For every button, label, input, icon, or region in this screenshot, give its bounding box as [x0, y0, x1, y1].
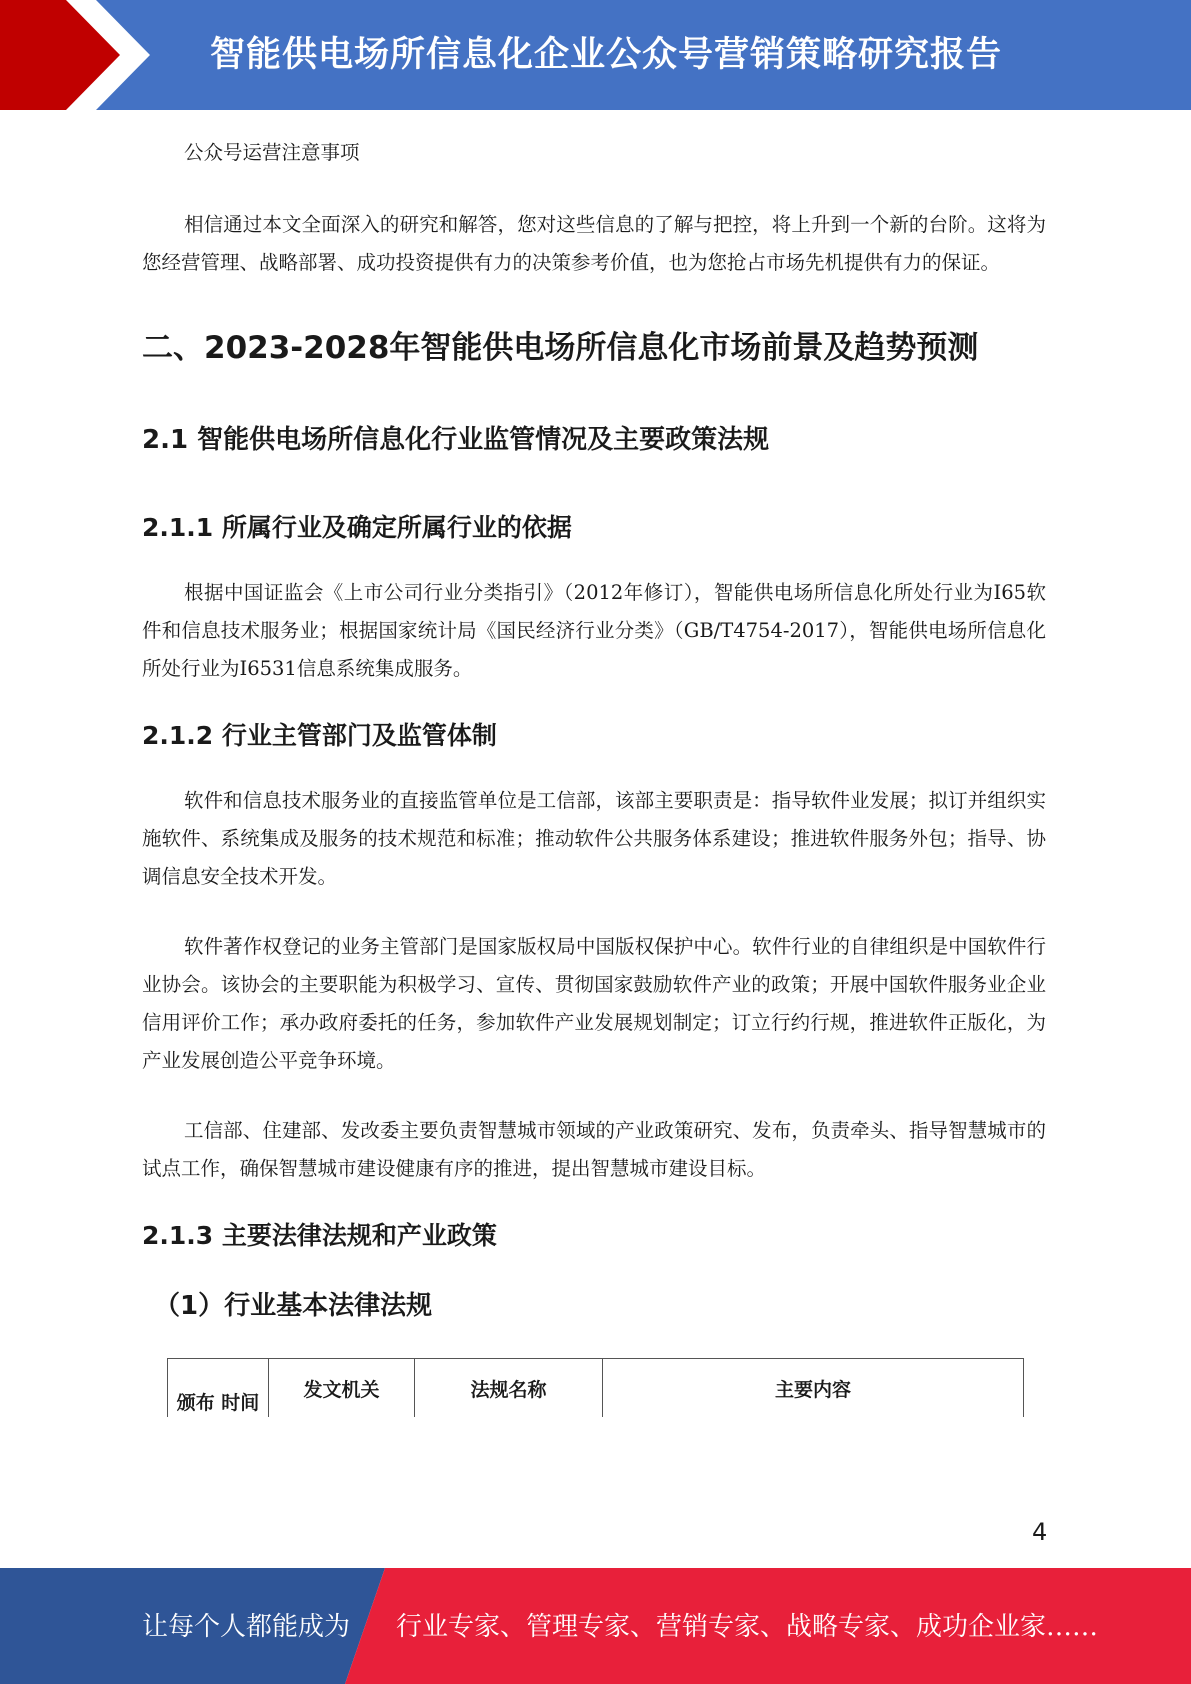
table-header-row — [168, 1359, 1024, 1418]
section-2-heading: 二、2023-2028年智能供电场所信息化市场前景及趋势预测 — [142, 330, 979, 366]
intro-line: 公众号运营注意事项 — [184, 141, 360, 164]
section-2-1-1-heading: 2.1.1 所属行业及确定所属行业的依据 — [142, 513, 572, 542]
table-header-content: 主要内容 — [603, 1359, 1024, 1418]
footer-slogan-right: 行业专家、管理专家、营销专家、战略专家、成功企业家…… — [396, 1612, 1099, 1642]
report-title: 智能供电场所信息化企业公众号营销策略研究报告 — [210, 35, 1003, 75]
section-2-1-2-heading: 2.1.2 行业主管部门及监管体制 — [142, 721, 497, 750]
section-2-1-2-paragraph-2: 软件著作权登记的业务主管部门是国家版权局中国版权保护中心。软件行业的自律组织是中国软件行业协会。该协会的主要职能为积极学习、宣传、贯彻国家鼓励软件产业的政策；开展中国软件服务业企业信用评价工作；承办政府委托的任务，参加软件产业发展规划制定；订立行约行规，推进软件正版化，为产业发展创造公平竞争环境。 — [142, 935, 1046, 1072]
table-header-regulation: 法规名称 — [415, 1359, 603, 1418]
section-2-1-3-heading: 2.1.3 主要法律法规和产业政策 — [142, 1221, 497, 1250]
section-2-1-2-paragraph-1: 软件和信息技术服务业的直接监管单位是工信部，该部主要职责是：指导软件业发展；拟订并组织实施软件、系统集成及服务的技术规范和标准；推动软件公共服务体系建设；推进软件服务外包；指导、协调信息安全技术开发。 — [142, 789, 1046, 888]
subsection-1-heading: （1）行业基本法律法规 — [154, 1291, 433, 1321]
document-body — [142, 130, 1046, 1417]
table-header-date: 颁布 时间 — [168, 1359, 269, 1418]
section-2-1-1-paragraph: 根据中国证监会《上市公司行业分类指引》（2012年修订），智能供电场所信息化所处行业为I65软件和信息技术服务业；根据国家统计局《国民经济行业分类》（GB/T4754-2017），智能供电场所信息化所处行业为I6531信息系统集成服务。 — [142, 581, 1046, 680]
intro-paragraph: 相信通过本文全面深入的研究和解答，您对这些信息的了解与把控，将上升到一个新的台阶。这将为您经营管理、战略部署、成功投资提供有力的决策参考价值，也为您抢占市场先机提供有力的保证。 — [142, 213, 1046, 274]
footer-slogan-left: 让每个人都能成为 — [142, 1612, 351, 1642]
footer-band — [0, 1568, 1191, 1684]
header-band — [0, 0, 1191, 110]
table-header-issuer: 发文机关 — [269, 1359, 415, 1418]
section-2-1-heading: 2.1 智能供电场所信息化行业监管情况及主要政策法规 — [142, 425, 770, 455]
page-number: 4 — [1032, 1518, 1048, 1546]
section-2-1-2-paragraph-3: 工信部、住建部、发改委主要负责智慧城市领域的产业政策研究、发布，负责牵头、指导智慧城市的试点工作，确保智慧城市建设健康有序的推进，提出智慧城市建设目标。 — [142, 1119, 1046, 1180]
regulations-table — [167, 1358, 1024, 1417]
